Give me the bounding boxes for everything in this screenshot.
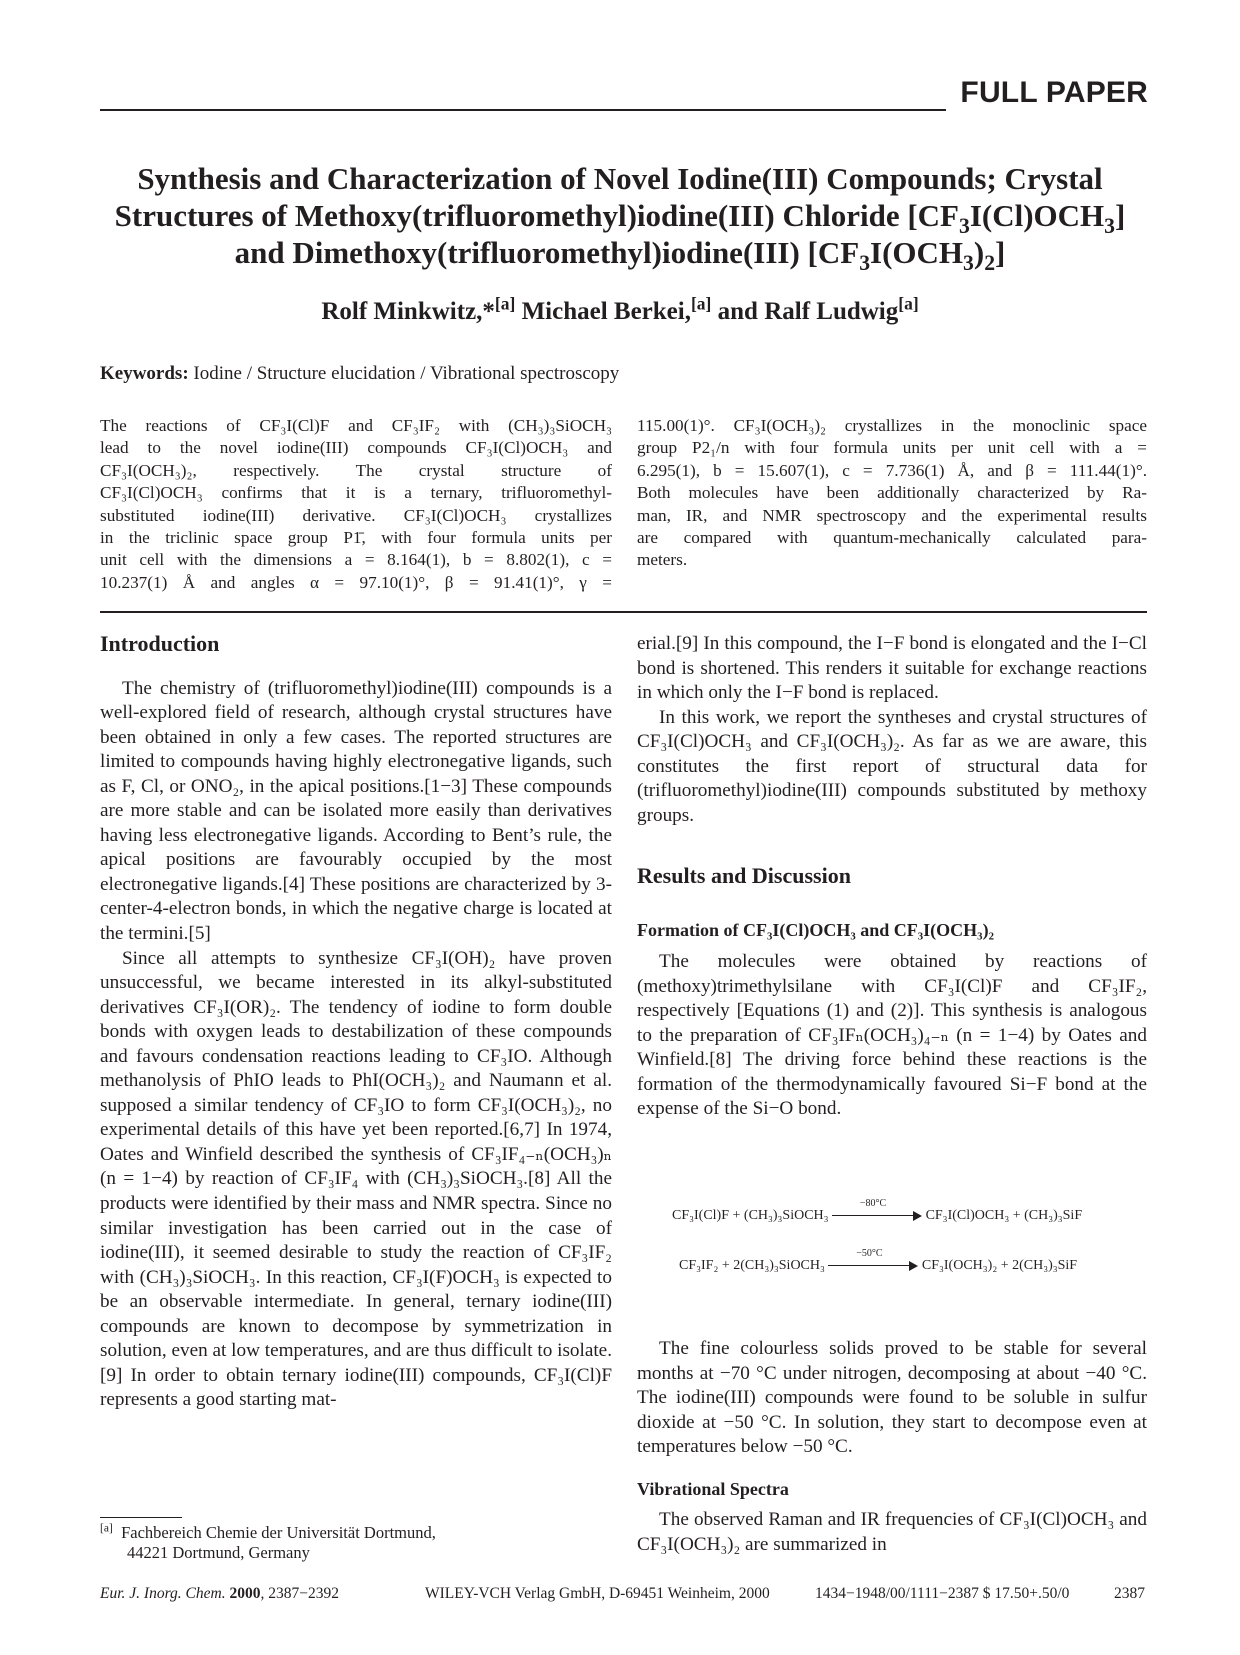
affiliation-footnote: [a] Fachbereich Chemie der Universität Dortmund, 44221 Dortmund, Germany — [100, 1522, 436, 1562]
abstract-line: in the triclinic space group P1̄, with four formula units per — [100, 528, 612, 548]
author-list: Rolf Minkwitz,*[a] Michael Berkei,[a] and Ralf Ludwig[a] — [321, 293, 919, 325]
abstract-line: CF₃I(Cl)OCH₃ confirms that it is a ternary, trifluoromethyl- — [100, 483, 612, 503]
issn-info: 1434−1948/00/1111−2387 $ 17.50+.50/0 — [815, 1585, 1070, 1602]
abstract-line: man, IR, and NMR spectroscopy and the experimental results — [637, 505, 1147, 525]
abstract-line: Both molecules have been additionally characterized by Ra- — [637, 483, 1147, 503]
abstract-left — [100, 415, 612, 594]
abstract-line: 115.00(1)°. CF₃I(OCH₃)₂ crystallizes in the monoclinic space — [637, 416, 1147, 435]
abstract-line: meters. — [637, 550, 688, 570]
keywords-label: Keywords: — [100, 363, 189, 384]
title-line-2: Structures of Methoxy(trifluoromethyl)iodine(III) Chloride $[CF_3I(Cl)OCH_3]$ — [114, 198, 1126, 239]
equation-1: CF₃I(Cl)F + (CH₃)₃SiOCH₃ −80°C CF₃I(Cl)OCH₃ + (CH₃)₃SiF — [672, 1197, 1083, 1223]
footnote-mark: [a] — [100, 1522, 113, 1535]
intro-paragraph-1: The chemistry of (trifluoromethyl)iodine(III) compounds is a well-explored field of research, although crystal structures have been obtained in only a few cases. The reported structures are limited to compounds having highly electronegative ligands, such as F, Cl, or ONO₂, in the apical positions.[1−3] These compounds are more stable and can be isolated more easily than derivatives having less electronegative ligands. According to Bent’s rule, the apical positions are favourably occupied by the most electronegative ligands.[4] These positions are characterized by 3-center-4-electron bonds, in which the negative charge is located at the termini.[5] — [100, 677, 612, 945]
abstract-line: CF₃I(OCH₃)₂, respectively. The crystal structure of — [100, 460, 612, 480]
left-column — [100, 632, 612, 1413]
right-paragraph-2: In this work, we report the syntheses and crystal structures of CF₃I(Cl)OCH₃ and CF₃I(OCH₃)₂. As far as we are aware, this constitutes the first report of structural data for (trifluoromethyl)iodine(III) compounds substituted by methoxy groups. — [637, 706, 1147, 826]
abstract-line: unit cell with the dimensions a = 8.164(1), b = 8.802(1), c = — [100, 550, 612, 570]
abstract-line: 10.237(1) Å and angles α = 97.10(1)°, β = 91.41(1)°, γ = — [100, 572, 612, 592]
stability-text — [637, 1337, 1147, 1460]
journal-citation: Eur. J. Inorg. Chem. 2000, 2387−2392 — [100, 1585, 339, 1602]
abstract-line: substituted iodine(III) derivative. CF₃I(Cl)OCH₃ crystallizes — [100, 505, 612, 525]
abstract-line: The reactions of CF₃I(Cl)F and CF₃IF₂ with (CH₃)₃SiOCH₃ — [100, 416, 612, 435]
title-line-1: Synthesis and Characterization of Novel Iodine(III) Compounds; Crystal — [137, 161, 1103, 196]
subsection-heading-formation: Formation of CF₃I(Cl)OCH₃ and CF₃I(OCH₃)₂ — [637, 920, 994, 940]
header-rule — [100, 109, 946, 111]
abstract-line: lead to the novel iodine(III) compounds CF₃I(Cl)OCH₃ and — [100, 438, 612, 458]
subsection-heading-vibrational: Vibrational Spectra — [637, 1479, 789, 1499]
abstract-line: 6.295(1), b = 15.607(1), c = 7.736(1) Å, and β = 111.44(1)°. — [637, 460, 1147, 480]
equation-2: CF₃IF₂ + 2(CH₃)₃SiOCH₃ −50°C CF₃I(OCH₃)₂ + 2(CH₃)₃SiF — [679, 1247, 1078, 1273]
paper-type-label: FULL PAPER — [960, 76, 1148, 109]
abstract-line: group P2₁/n with four formula units per unit cell with a = — [637, 438, 1147, 458]
title-line-3: and Dimethoxy(trifluoromethyl)iodine(III) $[CF_3I(OCH_3)_2]$ — [234, 235, 1006, 276]
stability-paragraph: The fine colourless solids proved to be stable for several months at −70 °C under nitrogen, decomposing at about −40 °C. The iodine(III) compounds were found to be soluble in sulfur dioxide at −50 °C. In solution, they start to decompose even at temperatures below −50 °C. — [637, 1338, 1147, 1458]
vibrational-paragraph: The observed Raman and IR frequencies of CF₃I(Cl)OCH₃ and CF₃I(OCH₃)₂ are summarized in — [637, 1509, 1147, 1555]
keywords-text: Iodine / Structure elucidation / Vibrational spectroscopy — [188, 363, 620, 384]
abstract-line: are compared with quantum-mechanically calculated para- — [637, 528, 1147, 548]
keywords — [100, 363, 619, 385]
footnote-rule — [100, 1517, 182, 1518]
reaction-arrow-icon: −50°C — [828, 1261, 918, 1271]
publisher-info: WILEY-VCH Verlag GmbH, D-69451 Weinheim, 2000 — [425, 1585, 770, 1602]
right-column — [637, 632, 1147, 828]
paper-title — [100, 160, 1140, 276]
reaction-arrow-icon: −80°C — [832, 1211, 922, 1221]
formation-text — [637, 950, 1147, 1122]
vibrational-text — [637, 1508, 1147, 1557]
intro-paragraph-2: Since all attempts to synthesize CF₃I(OH)₂ have proven unsuccessful, we became interested in its alkyl-substituted derivatives CF₃I(OR)₂. The tendency of iodine to form double bonds with oxygen leads to destabilization of these compounds and favours condensation reactions leading to CF₃IO. Although methanolysis of PhIO leads to PhI(OCH₃)₂ and Naumann et al. supposed a similar tendency of CF₃IO to form CF₃I(OCH₃)₂, no experimental details of this have yet been reported.[6,7] In 1974, Oates and Winfield described the synthesis of CF₃IF₄₋ₙ(OCH₃)ₙ (n = 1−4) by reaction of CF₃IF₄ with (CH₃)₃SiOCH₃.[8] All the products were identified by their mass and NMR spectra. Since no similar investigation has been carried out in the case of iodine(III), it seemed desirable to study the reaction of CF₃IF₂ with (CH₃)₃SiOCH₃. In this reaction, CF₃I(F)OCH₃ is expected to be an observable intermediate. In general, ternary iodine(III) compounds are known to decompose by symmetrization in solution, even at low temperatures, and are thus difficult to isolate.[9] In order to obtain ternary iodine(III) compounds, CF₃I(Cl)F represents a good starting mat- — [100, 947, 612, 1411]
section-heading-introduction: Introduction — [100, 631, 220, 656]
abstract-right — [637, 415, 1147, 572]
formation-paragraph: The molecules were obtained by reactions of (methoxy)trimethylsilane with CF₃I(Cl)F and CF₃IF₂, respectively [Equations (1) and (2)]. This synthesis is analogous to the preparation of CF₃IFₙ(OCH₃)₄₋ₙ (n = 1−4) by Oates and Winfield.[8] The driving force behind these reactions is the formation of the thermodynamically favoured Si−F bond at the expense of the Si−O bond. — [637, 951, 1147, 1120]
abstract-rule — [100, 611, 1147, 613]
section-heading-results: Results and Discussion — [637, 863, 851, 888]
right-paragraph-1: erial.[9] In this compound, the I−F bond is elongated and the I−Cl bond is shortened. This renders it suitable for exchange reactions in which only the I−F bond is replaced. — [637, 633, 1147, 704]
page-number: 2387 — [1114, 1585, 1145, 1602]
